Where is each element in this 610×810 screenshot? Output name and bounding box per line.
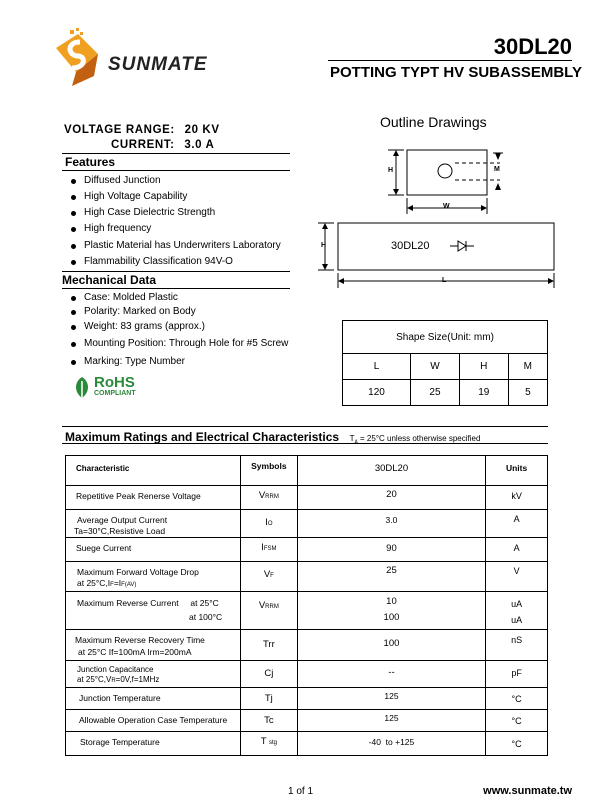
shape-value-l: 120: [343, 380, 411, 406]
list-item: Case: Molded Plastic: [84, 292, 178, 303]
list-item: Mounting Position: Through Hole for #5 Screw: [84, 338, 289, 349]
shape-value-m: 5: [508, 380, 547, 406]
brand-name: SUNMATE: [108, 54, 208, 75]
table-row: Storage Temperature T stg -40 to +125 °C: [66, 732, 548, 756]
dim-h-top: H: [388, 167, 394, 174]
col-units: Units: [486, 456, 548, 486]
col-symbols: Symbols: [240, 456, 297, 486]
table-row: Junction Temperature Tj 125 °C: [66, 688, 548, 710]
col-characteristic: Characteristic: [66, 456, 241, 486]
mechanical-rule-bottom: [62, 288, 290, 289]
shape-size-table: [342, 320, 548, 406]
list-item: Plastic Material has Underwriters Laboratory: [84, 240, 281, 251]
voltage-range: [64, 124, 220, 136]
current-rating: [111, 139, 214, 151]
dim-m: M: [494, 166, 500, 173]
part-number: 30DL20: [493, 34, 572, 59]
shape-header-l: L: [343, 354, 411, 380]
mechanical-title: Mechanical Data: [62, 273, 157, 287]
ratings-rule-bottom: [62, 443, 548, 444]
outline-title: Outline Drawings: [380, 114, 487, 130]
list-item: Polarity: Marked on Body: [84, 306, 196, 317]
rohs-badge: [72, 374, 152, 402]
ratings-table: [65, 455, 548, 756]
shape-header-h: H: [459, 354, 508, 380]
table-row: Repetitive Peak Renerse Voltage VRRM 20 kV: [66, 486, 548, 510]
website-link[interactable]: www.sunmate.tw: [483, 785, 572, 797]
features-rule-top: [62, 153, 290, 154]
voltage-value: 20 KV: [184, 124, 220, 136]
list-item: High frequency: [84, 223, 152, 234]
dim-l: L: [442, 277, 447, 284]
voltage-label: VOLTAGE RANGE:: [64, 124, 175, 136]
dim-w: W: [443, 203, 450, 210]
shape-header-m: M: [508, 354, 547, 380]
shape-value-w: 25: [411, 380, 460, 406]
leaf-icon: [72, 376, 92, 400]
list-item: Marking: Type Number: [84, 356, 185, 367]
sunmate-logo: [50, 28, 100, 86]
table-row: Maximum Reverse Recovery Time at 25°C If=100mA Irm=200mA Trr 100 nS: [66, 630, 548, 661]
list-item: Diffused Junction: [84, 175, 161, 186]
table-row: Suege Current IFSM 90 A: [66, 538, 548, 562]
shape-header-w: W: [411, 354, 460, 380]
col-part: 30DL20: [297, 456, 485, 486]
rohs-compliant: COMPLIANT: [94, 390, 136, 397]
table-row: Allowable Operation Case Temperature Tc 125 °C: [66, 710, 548, 732]
features-rule-bottom: [62, 170, 290, 171]
header-divider: [328, 60, 572, 61]
body-label: 30DL20: [391, 240, 430, 252]
current-label: CURRENT:: [111, 139, 175, 151]
table-row: Maximum Reverse Current at 25°C at 100°C VRRM 10 100 uA uA: [66, 592, 548, 630]
dim-h-side: H: [321, 242, 327, 249]
table-row: Maximum Forward Voltage Drop at 25°C,IF=IF(AV) VF 25 V: [66, 562, 548, 592]
ratings-title: Maximum Ratings and Electrical Characteristics: [65, 430, 340, 444]
list-item: Flammability Classification 94V-O: [84, 256, 233, 267]
list-item: High Case Dielectric Strength: [84, 207, 216, 218]
shape-caption: Shape Size(Unit: mm): [343, 321, 548, 354]
features-title: Features: [65, 155, 116, 169]
ratings-rule-top: [62, 426, 548, 427]
shape-value-h: 19: [459, 380, 508, 406]
mechanical-rule-top: [62, 271, 290, 272]
list-item: High Voltage Capability: [84, 191, 188, 202]
list-item: Weight: 83 grams (approx.): [84, 321, 205, 332]
page-number: 1 of 1: [288, 786, 314, 797]
document-subtitle: POTTING TYPT HV SUBASSEMBLY: [330, 64, 582, 81]
outline-drawing: [310, 138, 560, 298]
table-row: Average Output Current Ta=30°C,Resistive Load IO 3.0 A: [66, 510, 548, 538]
rohs-text: RoHS: [94, 374, 135, 391]
table-row: Junction Capacitance at 25°C,VR=0V,f=1MHz Cj -- pF: [66, 661, 548, 688]
current-value: 3.0 A: [184, 139, 215, 151]
ratings-condition: $T_A = 25^\circ C$ unless otherwise specified: [349, 434, 481, 446]
